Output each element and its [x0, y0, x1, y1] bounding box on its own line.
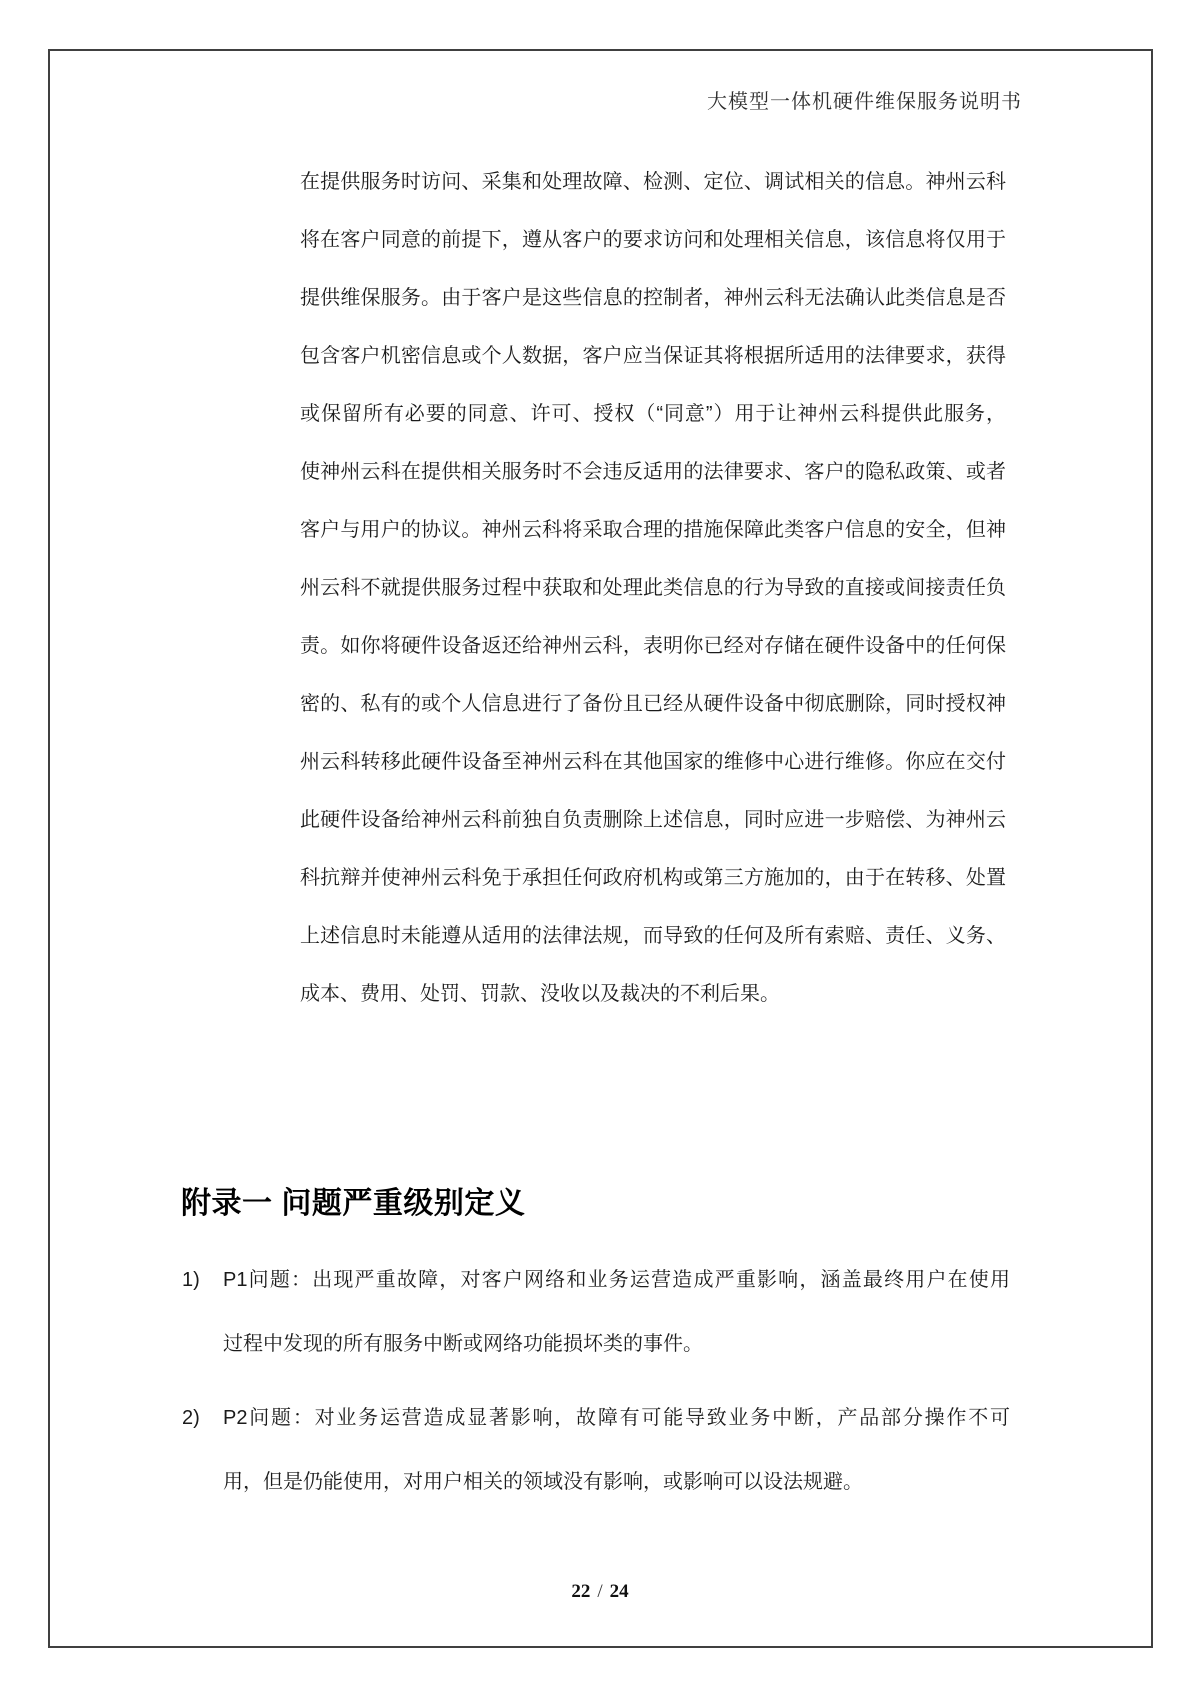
paragraph-line: 科抗辩并使神州云科免于承担任何政府机构或第三方施加的，由于在转移、处置 [300, 867, 1006, 889]
paragraph-line: 客户与用户的协议。神州云科将采取合理的措施保障此类客户信息的安全，但神 [300, 519, 1006, 541]
list-item-p2 [182, 1386, 1010, 1514]
page-footer [0, 1581, 1200, 1603]
paragraph-line: 包含客户机密信息或个人数据，客户应当保证其将根据所适用的法律要求，获得 [300, 345, 1006, 367]
paragraph-line: 上述信息时未能遵从适用的法律法规，而导致的任何及所有索赔、责任、义务、 [300, 925, 1006, 947]
list-item-line: P1问题：出现严重故障，对客户网络和业务运营造成严重影响，涵盖最终用户在使用 [223, 1269, 1010, 1291]
list-item-p1 [182, 1248, 1010, 1376]
paragraph-line: 在提供服务时访问、采集和处理故障、检测、定位、调试相关的信息。神州云科 [300, 171, 1006, 193]
paragraph-line: 提供维保服务。由于客户是这些信息的控制者，神州云科无法确认此类信息是否 [300, 287, 1006, 309]
list-item-line: 用，但是仍能使用，对用户相关的领域没有影响，或影响可以设法规避。 [223, 1471, 863, 1493]
paragraph-line: 将在客户同意的前提下，遵从客户的要求访问和处理相关信息，该信息将仅用于 [300, 229, 1006, 251]
page-number-total: 24 [609, 1581, 629, 1602]
list-item-text [223, 1248, 1010, 1376]
paragraph-line: 责。如你将硬件设备返还给神州云科，表明你已经对存储在硬件设备中的任何保 [300, 635, 1006, 657]
list-item-text [223, 1386, 1010, 1514]
paragraph-line: 或保留所有必要的同意、许可、授权（“同意”）用于让神州云科提供此服务， [300, 403, 1006, 425]
paragraph-line: 使神州云科在提供相关服务时不会违反适用的法律要求、客户的隐私政策、或者 [300, 461, 1006, 483]
paragraph-line: 成本、费用、处罚、罚款、没收以及裁决的不利后果。 [300, 983, 780, 1005]
page-header-title: 大模型一体机硬件维保服务说明书 [707, 91, 1022, 113]
list-item-number: 1) [182, 1269, 200, 1291]
paragraph-line: 密的、私有的或个人信息进行了备份且已经从硬件设备中彻底删除，同时授权神 [300, 693, 1006, 715]
page-number-current: 22 [571, 1581, 591, 1602]
paragraph-line: 州云科不就提供服务过程中获取和处理此类信息的行为导致的直接或间接责任负 [300, 577, 1006, 599]
list-item-line: P2问题：对业务运营造成显著影响，故障有可能导致业务中断，产品部分操作不可 [223, 1407, 1010, 1429]
list-item-number: 2) [182, 1407, 200, 1429]
appendix-heading: 附录一 问题严重级别定义 [181, 1187, 526, 1220]
page-number-separator: / [597, 1581, 603, 1602]
list-item-line: 过程中发现的所有服务中断或网络功能损坏类的事件。 [223, 1333, 703, 1355]
body-paragraph [300, 153, 1006, 1023]
paragraph-line: 此硬件设备给神州云科前独自负责删除上述信息，同时应进一步赔偿、为神州云 [300, 809, 1006, 831]
paragraph-line: 州云科转移此硬件设备至神州云科在其他国家的维修中心进行维修。你应在交付 [300, 751, 1006, 773]
